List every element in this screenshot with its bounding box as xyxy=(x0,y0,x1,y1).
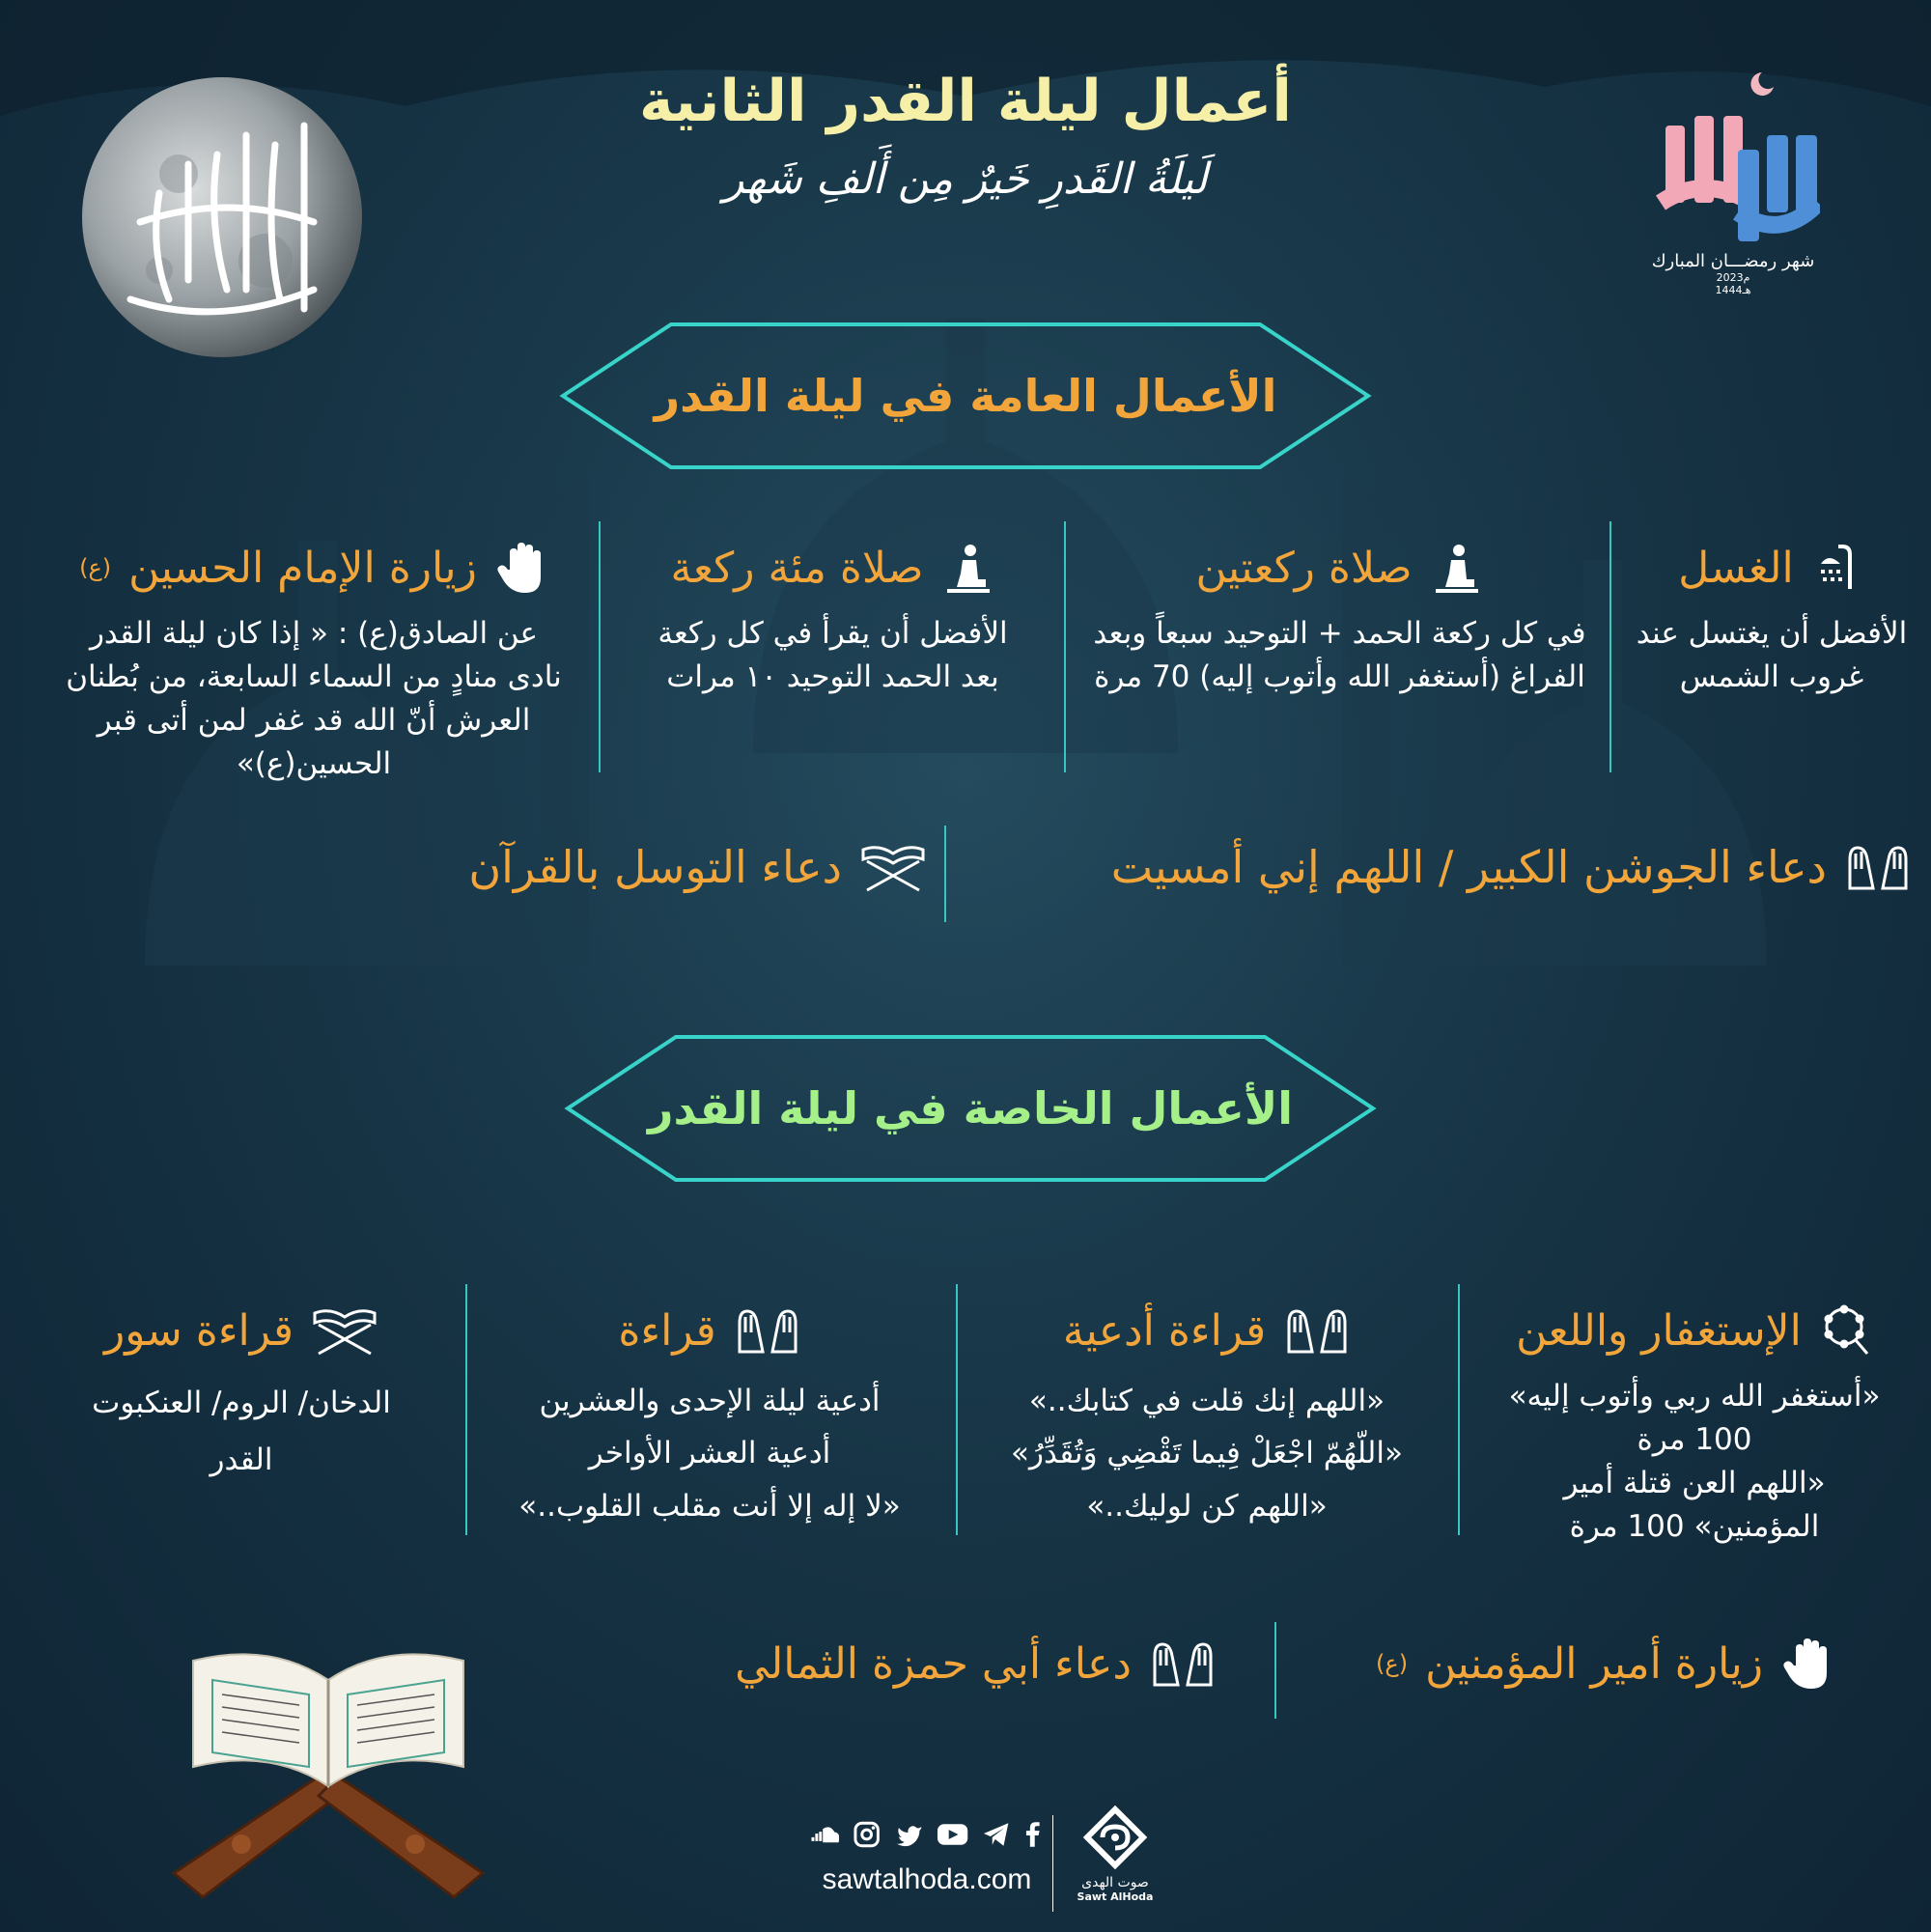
adeiya-line: «اللهم كن لوليك..» xyxy=(1086,1488,1328,1524)
qiraa-line: أدعية ليلة الإحدى والعشرين xyxy=(539,1384,881,1418)
ziyarat-hussain-body: عن الصادق(ع) : « إذا كان ليلة القدر نادى منادٍ من السماء السابعة، من بُطنان العرش أنّ الله قد غفر لمن أتى قبر الحسين(ع)» xyxy=(66,616,562,781)
two-rakaat-body: في كل ركعة الحمد + التوحيد سبعاً وبعد الفراغ (أستغفر الله وأتوب إليه) 70 مرة xyxy=(1093,616,1586,694)
adeiya-body xyxy=(966,1375,1448,1532)
instagram-icon[interactable] xyxy=(853,1820,881,1849)
suwar-body xyxy=(29,1375,454,1489)
page-subtitle: لَيلَةُ القَدرِ خَيرٌ مِن أَلفِ شَهر xyxy=(723,154,1208,204)
general-column-two-rakaat xyxy=(1077,541,1603,699)
sawt-alhoda-logo xyxy=(1062,1806,1168,1921)
two-rakaat-title: صلاة ركعتين xyxy=(1195,543,1413,593)
divider xyxy=(599,521,601,772)
dua-hands-icon xyxy=(1283,1303,1351,1358)
ziyarat-hussain-title: زيارة الإمام الحسين xyxy=(128,543,477,593)
facebook-icon[interactable] xyxy=(1023,1820,1043,1849)
brand-year: 2023م 1444هـ xyxy=(1715,271,1751,297)
istighfar-line: «أستغفر الله ربي وأتوب إليه» xyxy=(1508,1379,1881,1414)
suwar-title: قراءة سور xyxy=(103,1305,294,1356)
special-extra-ziyarat-amir xyxy=(1294,1637,1834,1691)
divider xyxy=(944,826,946,922)
soundcloud-icon[interactable] xyxy=(811,1820,839,1849)
special-column-qiraa xyxy=(473,1303,946,1532)
general-column-hundred-rakaat xyxy=(608,541,1057,699)
divider xyxy=(1458,1284,1460,1535)
joshan-label: دعاء الجوشن الكبير / اللهم إني أمسيت xyxy=(1110,841,1827,893)
ramadan-brand-logo xyxy=(1632,58,1834,299)
footer-website-link[interactable]: sawtalhoda.com xyxy=(822,1863,1032,1895)
general-section-heading: الأعمال العامة في ليلة القدر xyxy=(654,370,1277,422)
twitter-icon[interactable] xyxy=(895,1820,923,1849)
youtube-icon[interactable] xyxy=(937,1820,968,1849)
istighfar-title: الإستغفار واللعن xyxy=(1516,1305,1802,1356)
general-extra-joshan xyxy=(956,840,1912,894)
hand-icon xyxy=(494,541,548,595)
adeiya-line: «اللهم إنك قلت في كتابك..» xyxy=(1028,1384,1385,1418)
hundred-rakaat-body: الأفضل أن يقرأ في كل ركعة بعد الحمد التوحيد ١٠ مرات xyxy=(658,616,1008,694)
brand-badge-text: شهر رمضـــان المبارك xyxy=(1651,251,1815,271)
divider xyxy=(1064,521,1066,772)
adeiya-line: «اللّهُمّ اجْعَلْ فِيما تَقْضِي وَتُقَدِّرُ» xyxy=(1011,1436,1403,1471)
ziyarat-hussain-suffix: (ع) xyxy=(79,554,112,581)
special-extra-abi-hamza xyxy=(618,1637,1217,1691)
quran-stand-illustration xyxy=(154,1641,502,1902)
logo-english-name: Sawt AlHoda xyxy=(1077,1890,1154,1903)
istighfar-body xyxy=(1463,1375,1926,1549)
general-column-ziyarat-hussain xyxy=(39,541,589,786)
prayer-beads-icon xyxy=(1819,1303,1873,1358)
ziyarat-amir-suffix: (ع) xyxy=(1376,1650,1409,1677)
prayer-icon xyxy=(1430,541,1484,595)
divider xyxy=(956,1284,958,1535)
qiraa-line: أدعية العشر الأواخر xyxy=(588,1436,831,1471)
special-section-heading: الأعمال الخاصة في ليلة القدر xyxy=(648,1082,1293,1134)
general-section-heading-box xyxy=(555,319,1376,473)
social-icons-row xyxy=(811,1815,1043,1854)
shahr-allah-logo-icon xyxy=(1646,58,1820,251)
dua-hands-icon xyxy=(1844,840,1912,894)
divider xyxy=(465,1284,467,1535)
prayer-icon xyxy=(941,541,995,595)
general-extra-tawassul xyxy=(386,840,927,894)
sawt-alhoda-logo-icon xyxy=(1081,1806,1149,1873)
hand-icon xyxy=(1780,1637,1834,1691)
ghusl-title: الغسل xyxy=(1678,543,1794,593)
adeiya-title: قراءة أدعية xyxy=(1062,1305,1267,1356)
divider xyxy=(1052,1815,1053,1912)
qiraa-line: «لا إله إلا أنت مقلب القلوب..» xyxy=(518,1488,901,1524)
qiraa-title: قراءة xyxy=(618,1305,716,1356)
istighfar-line: «اللهم العن قتلة أمير المؤمنين» 100 مرة xyxy=(1563,1465,1826,1544)
tawassul-label: دعاء التوسل بالقرآن xyxy=(468,841,842,893)
general-column-ghusl xyxy=(1622,541,1921,699)
dua-hands-icon xyxy=(1149,1637,1217,1691)
abi-hamza-label: دعاء أبي حمزة الثمالي xyxy=(735,1638,1132,1689)
suwar-line: القدر xyxy=(210,1442,273,1477)
moon-calligraphy xyxy=(72,68,372,367)
telegram-icon[interactable] xyxy=(982,1820,1010,1849)
istighfar-line: 100 مرة xyxy=(1637,1421,1752,1457)
special-section-heading-box xyxy=(560,1031,1381,1186)
quran-stand-icon xyxy=(859,840,927,894)
hundred-rakaat-title: صلاة مئة ركعة xyxy=(670,543,924,593)
ziyarat-amir-label: زيارة أمير المؤمنين xyxy=(1425,1638,1763,1689)
logo-arabic-name: صوت الهدى xyxy=(1081,1875,1149,1890)
special-column-istighfar xyxy=(1463,1303,1926,1549)
dua-hands-icon xyxy=(734,1303,801,1358)
shower-icon xyxy=(1811,541,1865,595)
special-column-adeiya xyxy=(966,1303,1448,1532)
special-column-suwar xyxy=(29,1303,454,1489)
divider xyxy=(1609,521,1611,772)
ghusl-body: الأفضل أن يغتسل عند غروب الشمس xyxy=(1636,616,1908,694)
page-title: أعمال ليلة القدر الثانية xyxy=(639,68,1292,135)
suwar-line: الدخان/ الروم/ العنكبوت xyxy=(92,1386,391,1420)
qiraa-body xyxy=(473,1375,946,1532)
quran-stand-icon xyxy=(311,1303,378,1358)
divider xyxy=(1274,1622,1276,1719)
